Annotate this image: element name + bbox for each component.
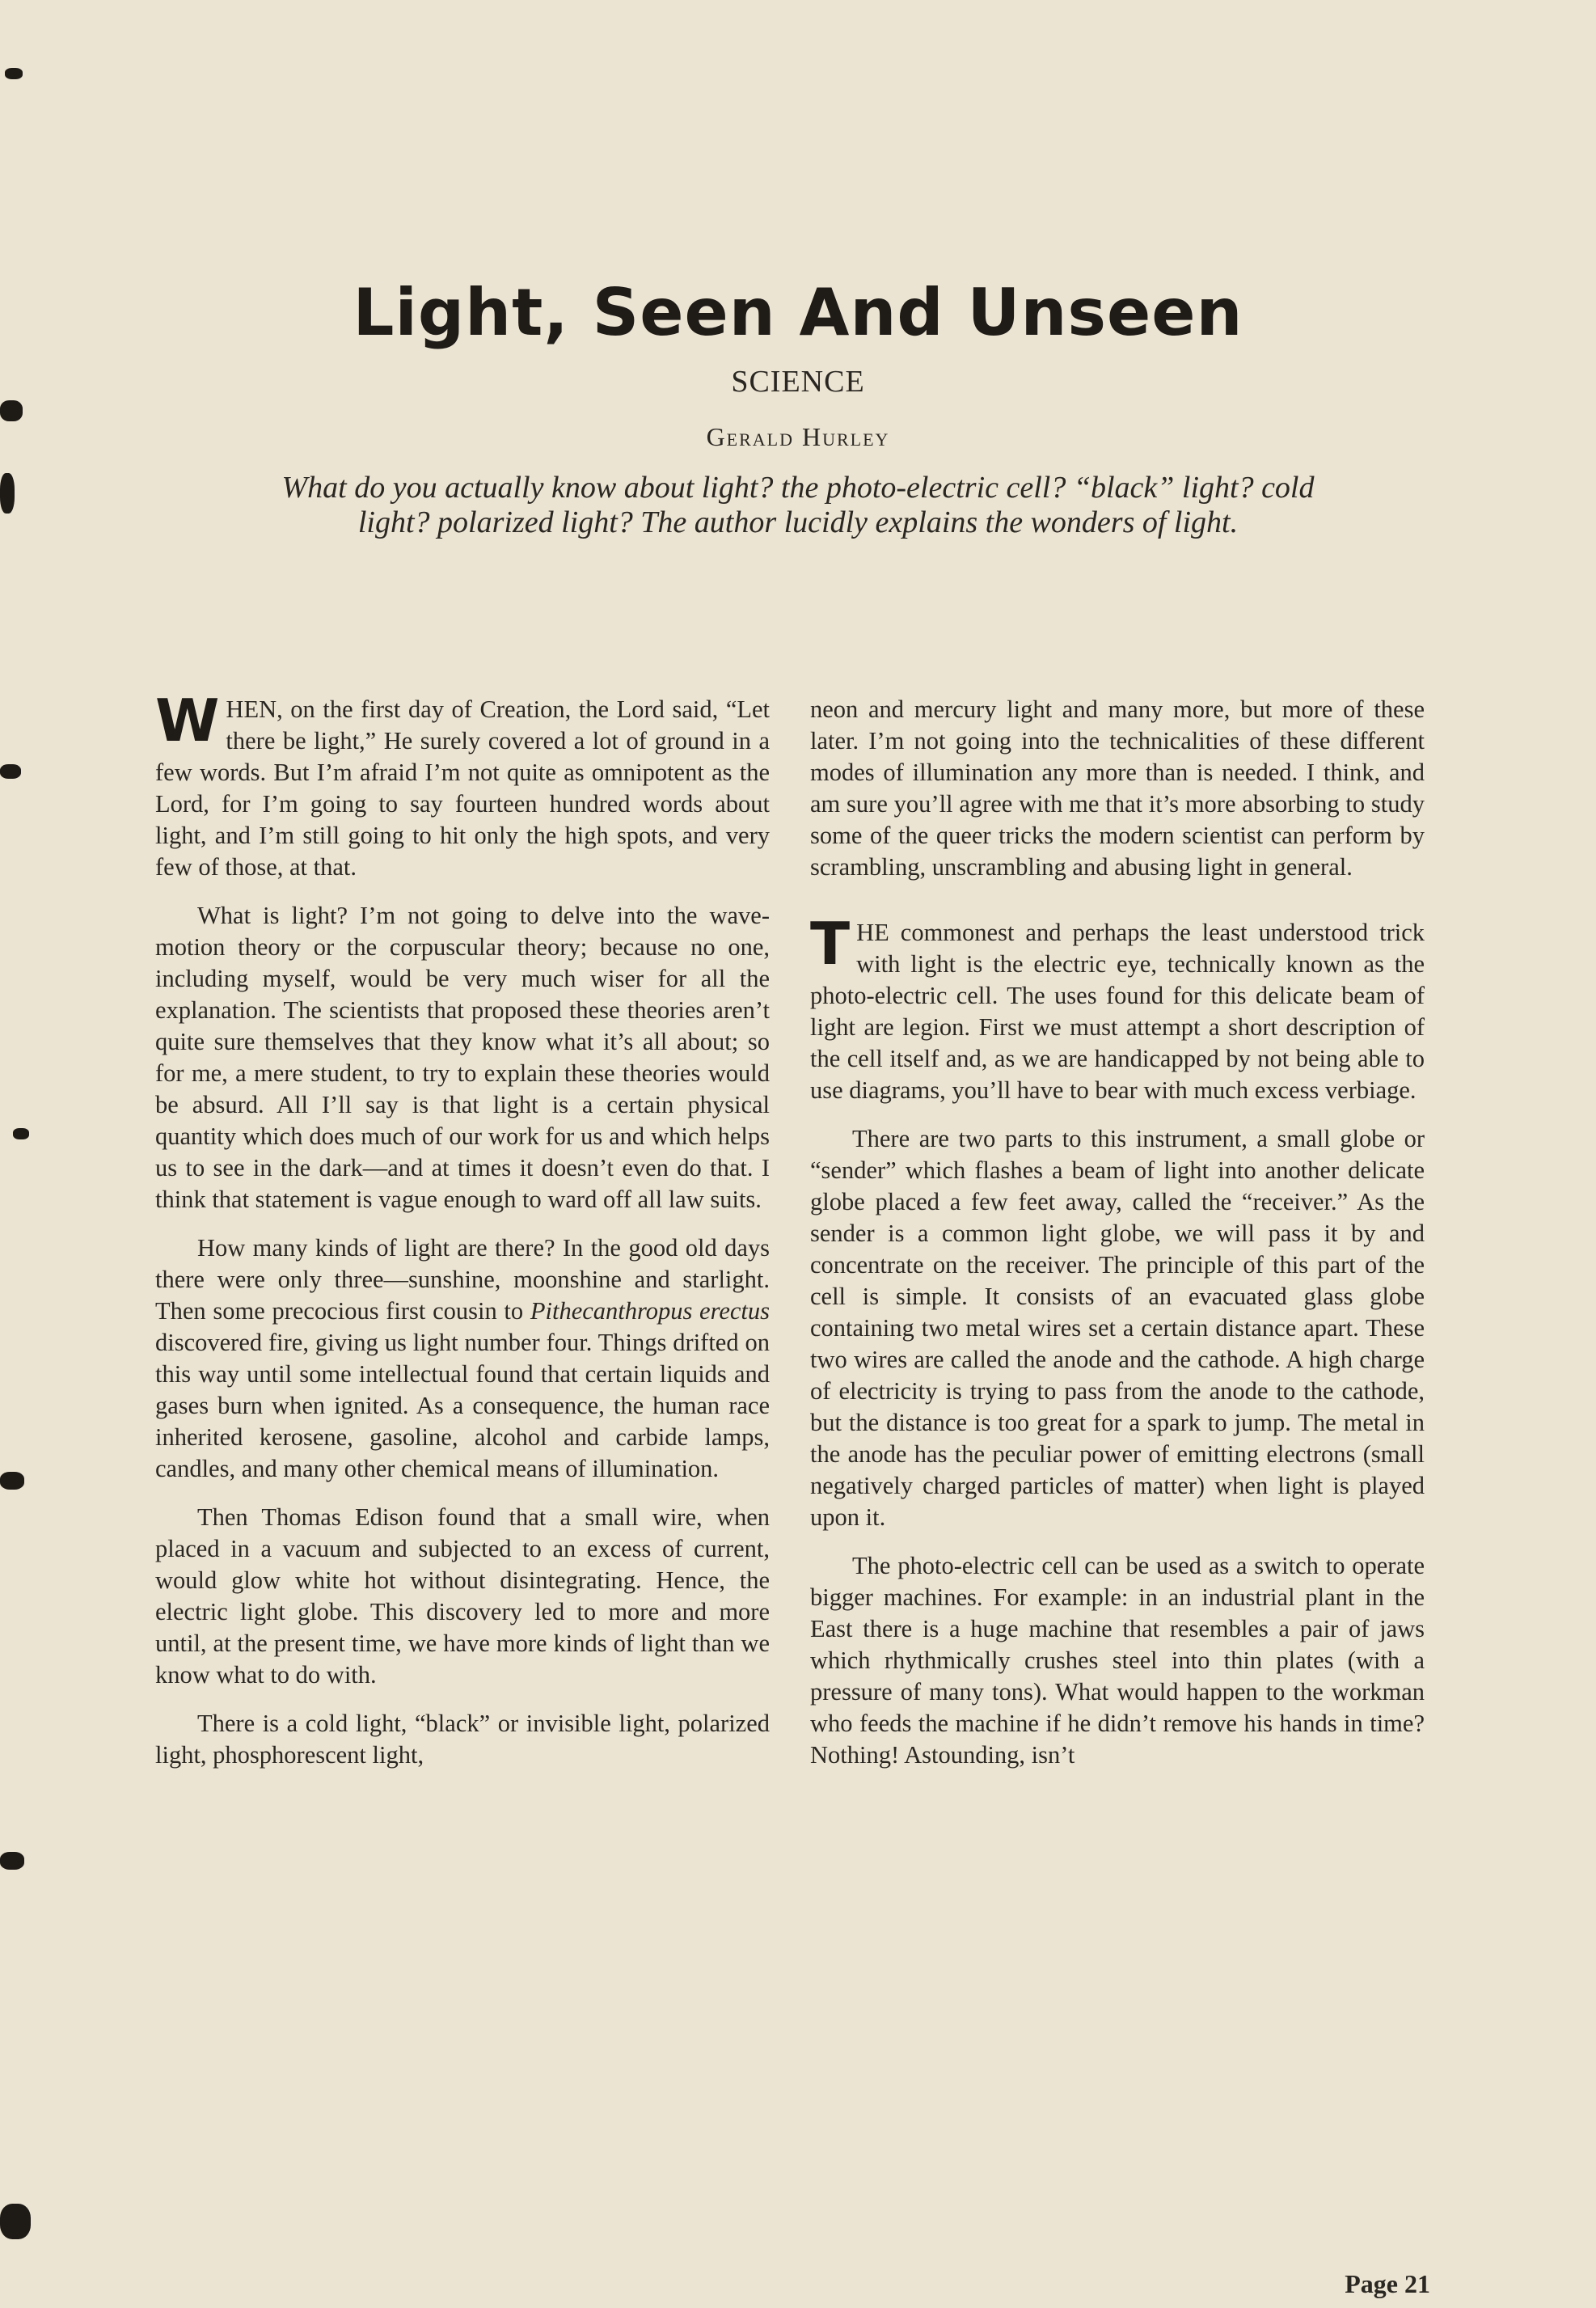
paragraph-text: discovered fire, giving us light number four. Things drifted on this way until some intellectual found that certain liquids and gases burn when ignited. As a consequence, the human race inherited kerosene, gasoline, alcohol and carbide lamps, candles, and many other chemical means of illumination.	[155, 1329, 770, 1482]
paragraph: There is a cold light, “black” or invisible light, polarized light, phosphorescent light,	[155, 1710, 770, 1769]
paragraph: Then Thomas Edison found that a small wire, when placed in a vacuum and subjected to an excess of current, would glow white hot without disintegrating. Hence, the electric light globe. This discovery led to more and more until, at the present time, we have more kinds of light than we know what to do with.	[155, 1503, 770, 1689]
paragraph	[810, 910, 1425, 1106]
paragraph	[155, 1232, 770, 1485]
paragraph	[155, 687, 770, 883]
binding-hole-mark	[0, 1472, 24, 1490]
paragraph: There are two parts to this instrument, a small globe or “sender” which flashes a beam of light into another delicate globe placed a few feet away, called the “receiver.” As the sender is a common light globe, we will pass it by and concentrate on the receiver. The principle of this part of the cell is simple. It consists of an evacuated glass globe containing two metal wires set a certain distance apart. These two wires are called the anode and the cathode. A high charge of electricity is trying to pass from the anode to the cathode, but the distance is too great for a spark to jump. The metal in the anode has the peculiar power of emitting electrons (small negatively charged particles of matter) when light is played upon it.	[810, 1125, 1425, 1531]
binding-hole-mark	[5, 68, 23, 79]
drop-cap: W	[155, 687, 220, 755]
article-dek: What do you actually know about light? the photo-electric cell? “black” light? cold light? polarized light? The author lucidly explains the wonders of light.	[281, 471, 1315, 539]
section-label: SCIENCE	[731, 365, 865, 399]
italic-species-name: Pithecanthropus erectus	[530, 1297, 770, 1325]
article-title: Light, Seen And Unseen	[353, 275, 1243, 350]
paragraph: The photo-electric cell can be used as a switch to operate bigger machines. For example: in an industrial plant in the East there is a huge machine that resembles a pair of jaws which rhythmically crushes steel into thin plates (with a pressure of many tons). What would happen to the workman who feeds the machine if he didn’t remove his hands in time? Nothing! Astounding, isn’t	[810, 1552, 1425, 1769]
binding-hole-mark	[0, 764, 21, 779]
right-column	[810, 694, 1425, 1788]
paragraph-text: How many kinds of light are there? In the good old days there were only three—sunshine, moonshine and starlight. Then some precocious first cousin to	[155, 1234, 770, 1325]
drop-cap: T	[810, 910, 851, 978]
binding-hole-mark	[0, 2204, 31, 2239]
author-byline: Gerald Hurley	[706, 422, 890, 451]
paragraph-text: HEN, on the first day of Creation, the Lord said, “Let there be light,” He surely covered a lot of ground in a few words. But I’m afraid I’m not quite as omnipotent as the Lord, for I’m going to say fourteen hundred words about light, and I’m still going to hit only the high spots, and very few of those, at that.	[155, 695, 770, 881]
paragraph: What is light? I’m not going to delve into the wave-motion theory or the corpuscular theory; because no one, including myself, would be very much wiser for all the explanation. The scientists that proposed these theories aren’t quite sure themselves that they know what it’s all about; so for me, a mere student, to try to explain these theories would be absurd. All I’ll say is that light is a certain physical quantity which does much of our work for us and which helps us to see in the dark—and at times it doesn’t even do that. I think that statement is vague enough to ward off all law suits.	[155, 902, 770, 1213]
binding-hole-mark	[0, 400, 23, 421]
paragraph: neon and mercury light and many more, but more of these later. I’m not going into the technicalities of these different modes of illumination any more than is needed. I think, and am sure you’ll agree with me that it’s more absorbing to study some of the queer tricks the modern scientist can perform by scrambling, unscrambling and abusing light in general.	[810, 695, 1425, 881]
left-column	[155, 687, 770, 1788]
paragraph-text: HE commonest and perhaps the least understood trick with light is the electric eye, technically known as the photo-electric cell. The uses found for this delicate beam of light are legion. First we must attempt a short description of the cell itself and, as we are handicapped by not being able to use diagrams, you’ll have to bear with much excess verbiage.	[810, 919, 1425, 1104]
binding-hole-mark	[13, 1128, 29, 1139]
page-number: Page 21	[1345, 2269, 1430, 2298]
binding-hole-mark	[0, 1852, 24, 1870]
binding-hole-mark	[0, 473, 15, 514]
